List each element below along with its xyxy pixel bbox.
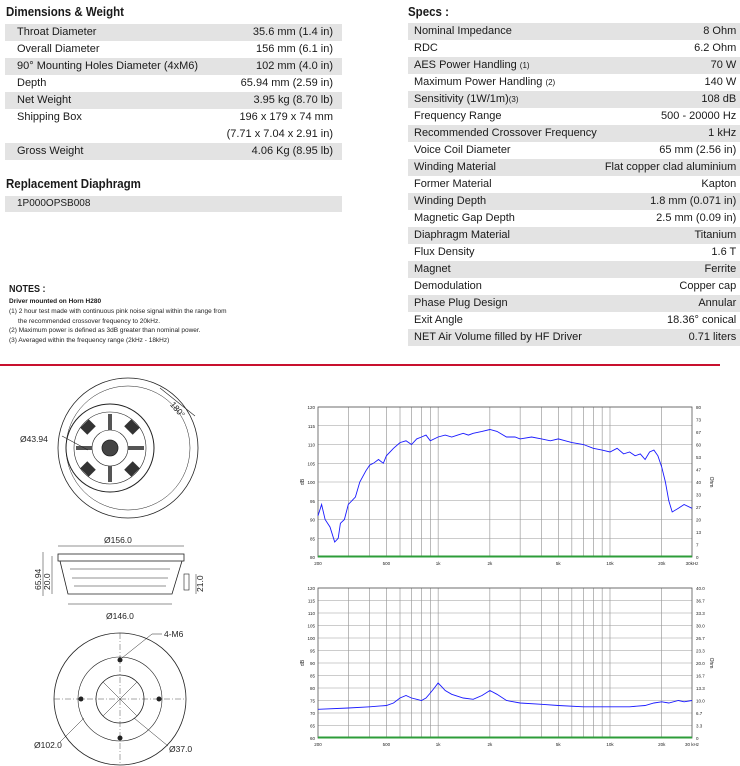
replacement-title: Replacement Diaphragm	[6, 177, 141, 191]
spec-value: 500 - 20000 Hz	[661, 110, 737, 122]
y-tick-label: 65	[309, 723, 315, 729]
spec-row	[408, 193, 740, 210]
y-right-axis-label: Ohm	[708, 476, 714, 488]
y-tick-label: 60	[309, 736, 315, 741]
spec-label-text: RDC	[414, 42, 438, 54]
y-tick-label: 90	[309, 517, 315, 523]
note-line: (3) Averaged within the frequency range (2kHz - 18kHz)	[9, 336, 170, 344]
x-tick-label: 20k	[658, 742, 666, 747]
y-right-tick-label: 20.0	[696, 661, 705, 666]
dimension-value: (7.71 x 7.04 x 2.91 in)	[226, 128, 333, 140]
depth-flange-label: 20.0	[42, 573, 52, 590]
spec-label	[408, 244, 601, 261]
x-tick-label: 200	[314, 561, 322, 566]
spec-label-text: Exit Angle	[414, 314, 463, 326]
y-tick-label: 100	[307, 480, 315, 485]
dimension-value: 102 mm (4.0 in)	[215, 58, 342, 75]
y-right-tick-label: 13.3	[696, 686, 705, 691]
spec-value: 6.2 Ohm	[694, 42, 737, 54]
spec-label-text: Magnet	[414, 263, 451, 275]
chart-grid	[318, 407, 692, 557]
y-right-tick-label: 80	[696, 405, 702, 410]
spec-label-text: Recommended Crossover Frequency	[414, 127, 597, 139]
replacement-part-number: 1P000OPSB008	[5, 196, 342, 212]
body-diameter-label: Ø146.0	[106, 611, 134, 621]
spec-row	[408, 23, 740, 40]
depth-label: 65.94	[33, 568, 43, 590]
depth-right-label: 21.0	[195, 575, 205, 592]
spec-label-text: Diaphragm Material	[414, 229, 510, 241]
spec-row	[408, 40, 740, 57]
spec-label	[408, 91, 601, 108]
spec-row	[408, 108, 740, 125]
y-right-tick-label: 30.0	[696, 623, 705, 629]
spec-value: 0.71 liters	[601, 329, 740, 346]
frequency-response-chart	[290, 400, 714, 580]
y-tick-label: 70	[309, 711, 315, 716]
y-tick-label: 95	[309, 498, 315, 504]
spec-label	[408, 142, 601, 159]
y-tick-label: 95	[309, 648, 315, 654]
dimension-value: 65.94 mm (2.59 in)	[240, 77, 333, 89]
note-line: (1) 2 hour test made with continuous pink noise signal within the range from	[9, 308, 227, 315]
specs-title: Specs :	[408, 5, 449, 19]
spec-label-text: Winding Depth	[414, 195, 487, 207]
spec-row	[408, 278, 740, 295]
spec-label	[408, 295, 601, 312]
holes-label: 4-M6	[164, 629, 184, 639]
spec-label-text: Flux Density	[414, 246, 475, 258]
spec-value: 1.8 mm (0.071 in)	[601, 193, 740, 210]
spec-label-text: Demodulation	[414, 280, 482, 292]
spec-row	[408, 91, 740, 108]
spec-label	[408, 193, 601, 210]
spec-label	[408, 108, 601, 125]
dimension-label: 90° Mounting Holes Diameter (4xM6)	[5, 58, 215, 75]
dimension-row	[5, 58, 342, 75]
spec-label	[408, 125, 601, 142]
y-axis-label: dB	[300, 659, 306, 667]
spec-row	[408, 176, 740, 193]
spec-row	[408, 329, 740, 346]
spec-label	[408, 227, 601, 244]
spec-value: Annular	[601, 295, 740, 312]
y-tick-label: 115	[307, 598, 315, 604]
x-tick-label: 10k	[606, 742, 614, 747]
y-tick-label: 75	[309, 698, 315, 704]
y-tick-label: 115	[307, 423, 315, 429]
dimension-label	[5, 126, 215, 143]
spec-label	[408, 210, 601, 227]
spec-value: 140 W	[704, 76, 737, 88]
y-tick-label: 85	[309, 673, 315, 679]
x-tick-label: 10k	[606, 561, 614, 566]
dimension-row	[5, 75, 342, 92]
spec-row	[408, 261, 740, 278]
series-line	[318, 683, 692, 709]
notes-subtitle: Driver mounted on Horn H280	[9, 298, 102, 305]
y-tick-label: 90	[309, 661, 315, 666]
x-tick-label: 500	[382, 742, 391, 747]
x-tick-label: 500	[382, 561, 391, 566]
spec-value: Flat copper clad aluminium	[601, 159, 740, 176]
note-line: (2) Maximum power is defined as 3dB greater than nominal power.	[9, 327, 201, 334]
technical-drawing	[0, 366, 240, 766]
spec-value: Ferrite	[601, 261, 740, 278]
spec-label-text: Maximum Power Handling	[414, 76, 546, 88]
y-right-tick-label: 3.3	[696, 723, 703, 729]
side-view-flange	[58, 554, 184, 561]
x-tick-label: 5k	[555, 742, 561, 747]
dimension-row	[5, 24, 342, 41]
spec-row	[408, 57, 740, 74]
spec-label-text: Frequency Range	[414, 110, 502, 122]
spec-label-text: Phase Plug Design	[414, 297, 508, 309]
impedance-chart	[290, 581, 714, 761]
side-view-body	[60, 561, 182, 594]
spec-row	[408, 125, 740, 142]
y-right-tick-label: 0	[696, 736, 699, 741]
y-right-tick-label: 36.7	[696, 598, 705, 604]
y-right-tick-label: 6.7	[696, 711, 703, 716]
y-right-axis-label: Ohm	[708, 657, 714, 669]
spec-label	[408, 329, 601, 346]
spec-label-text: Magnetic Gap Depth	[414, 212, 515, 224]
dimensions-title: Dimensions & Weight	[6, 5, 125, 19]
spec-label	[408, 261, 601, 278]
dimension-row	[5, 92, 342, 109]
spec-label	[408, 23, 601, 40]
y-tick-label: 120	[307, 405, 315, 410]
spec-row	[408, 210, 740, 227]
y-right-tick-label: 53	[696, 455, 702, 460]
x-tick-label: 1k	[435, 561, 441, 566]
overall-diameter-label: Ø156.0	[104, 535, 132, 545]
spec-row	[408, 295, 740, 312]
y-tick-label: 80	[309, 555, 315, 560]
spec-label-text: AES Power Handling	[414, 59, 520, 71]
y-right-tick-label: 33	[696, 492, 702, 498]
x-tick-label: 2k	[487, 742, 493, 747]
y-right-tick-label: 47	[696, 467, 702, 473]
spec-row	[408, 244, 740, 261]
spec-label	[408, 176, 601, 193]
y-right-tick-label: 33.3	[696, 611, 705, 616]
x-tick-label: 30kHz	[685, 561, 699, 566]
plot-baseline	[318, 737, 692, 739]
x-tick-label: 2k	[487, 561, 493, 566]
chart-grid	[318, 588, 692, 738]
spec-row	[408, 142, 740, 159]
x-tick-label: 20k	[658, 561, 666, 566]
x-tick-label: 200	[314, 742, 322, 747]
dimension-label: Gross Weight	[5, 143, 215, 160]
spec-label	[408, 57, 601, 74]
spec-label	[408, 312, 601, 329]
dimension-value: 3.95 kg (8.70 lb)	[215, 92, 342, 109]
dimension-row	[5, 109, 342, 126]
y-axis-label: dB	[300, 478, 306, 486]
y-right-tick-label: 27	[696, 505, 702, 510]
dimension-label: Shipping Box	[17, 111, 82, 123]
y-tick-label: 105	[307, 461, 315, 467]
dimension-label: Overall Diameter	[17, 43, 100, 55]
notes-title: NOTES :	[9, 284, 46, 295]
dimension-row	[5, 143, 342, 160]
y-right-tick-label: 20	[696, 517, 702, 523]
x-tick-label: 30 kHz	[684, 742, 700, 747]
dimension-row	[5, 41, 342, 58]
spec-label	[408, 74, 601, 91]
spec-label-text: Former Material	[414, 178, 492, 190]
spec-label	[408, 40, 601, 57]
spec-value: 2.5 mm (0.09 in)	[656, 212, 737, 224]
x-tick-label: 5k	[555, 561, 561, 566]
spec-value: Kapton	[701, 178, 737, 190]
y-tick-label: 100	[307, 636, 315, 641]
holes-diameter-label: Ø102.0	[34, 740, 62, 750]
y-right-tick-label: 10.0	[696, 698, 705, 704]
x-tick-label: 1k	[435, 742, 441, 747]
spec-label	[408, 278, 601, 295]
throat-diameter-label: Ø43.94	[20, 434, 48, 444]
notes-block	[9, 284, 349, 345]
plot-baseline	[318, 556, 692, 558]
exit-diameter-label: Ø37.0	[169, 744, 193, 754]
y-right-tick-label: 7	[696, 542, 699, 548]
spec-label-text: Sensitivity (1W/1m)	[414, 93, 509, 105]
dimension-value: 196 x 179 x 74 mm	[239, 111, 333, 123]
spec-note-ref: (1)	[519, 61, 530, 70]
spec-value: 65 mm (2.56 in)	[659, 144, 737, 156]
y-right-tick-label: 40	[696, 480, 702, 485]
dimension-value: 4.06 Kg (8.95 lb)	[215, 143, 342, 160]
spec-value: 1.6 T	[711, 246, 737, 258]
spec-label-text: NET Air Volume filled by HF Driver	[414, 331, 582, 343]
spec-row	[408, 74, 740, 91]
y-right-tick-label: 40.0	[696, 586, 705, 591]
y-tick-label: 110	[307, 611, 315, 616]
y-tick-label: 80	[309, 686, 315, 691]
spec-row	[408, 227, 740, 244]
dimension-label: Throat Diameter	[5, 24, 215, 41]
spec-row	[408, 312, 740, 329]
y-right-tick-label: 13	[696, 530, 702, 535]
spec-row	[408, 159, 740, 176]
dimension-label: Depth	[17, 77, 47, 89]
note-line: the recommended crossover frequency to 20kHz.	[9, 317, 161, 325]
y-right-tick-label: 0	[696, 555, 699, 560]
dimension-row	[5, 126, 342, 143]
spec-label-text: Voice Coil Diameter	[414, 144, 511, 156]
spec-note-ref: (3)	[508, 95, 519, 104]
y-tick-label: 120	[307, 586, 315, 591]
y-tick-label: 110	[307, 442, 315, 448]
y-tick-label: 105	[307, 623, 315, 629]
dimension-value: 156 mm (6.1 in)	[255, 43, 333, 55]
y-right-tick-label: 23.3	[696, 648, 705, 654]
angle-label: 180°	[168, 399, 188, 420]
y-right-tick-label: 26.7	[696, 636, 705, 641]
spec-label	[408, 159, 601, 176]
y-right-tick-label: 67	[696, 430, 702, 435]
dimension-label: Net Weight	[5, 92, 215, 109]
y-right-tick-label: 60	[696, 442, 702, 448]
spec-value: Copper cap	[679, 280, 737, 292]
spec-value: 108 dB	[601, 91, 740, 108]
spec-value: 70 W	[601, 57, 740, 74]
spec-note-ref: (2)	[545, 78, 556, 87]
spec-label-text: Nominal Impedance	[414, 25, 512, 37]
y-right-tick-label: 73	[696, 417, 702, 423]
spec-value: 18.36° conical	[667, 314, 737, 326]
y-right-tick-label: 16.7	[696, 673, 705, 679]
spec-value: 8 Ohm	[601, 23, 740, 40]
series-line	[318, 430, 692, 543]
spec-value: Titanium	[601, 227, 740, 244]
dimension-value: 35.6 mm (1.4 in)	[215, 24, 342, 41]
dimensions-table	[5, 24, 342, 160]
y-tick-label: 85	[309, 536, 315, 542]
specs-table	[408, 23, 740, 346]
spec-value: 1 kHz	[601, 125, 740, 142]
spec-label-text: Winding Material	[414, 161, 496, 173]
